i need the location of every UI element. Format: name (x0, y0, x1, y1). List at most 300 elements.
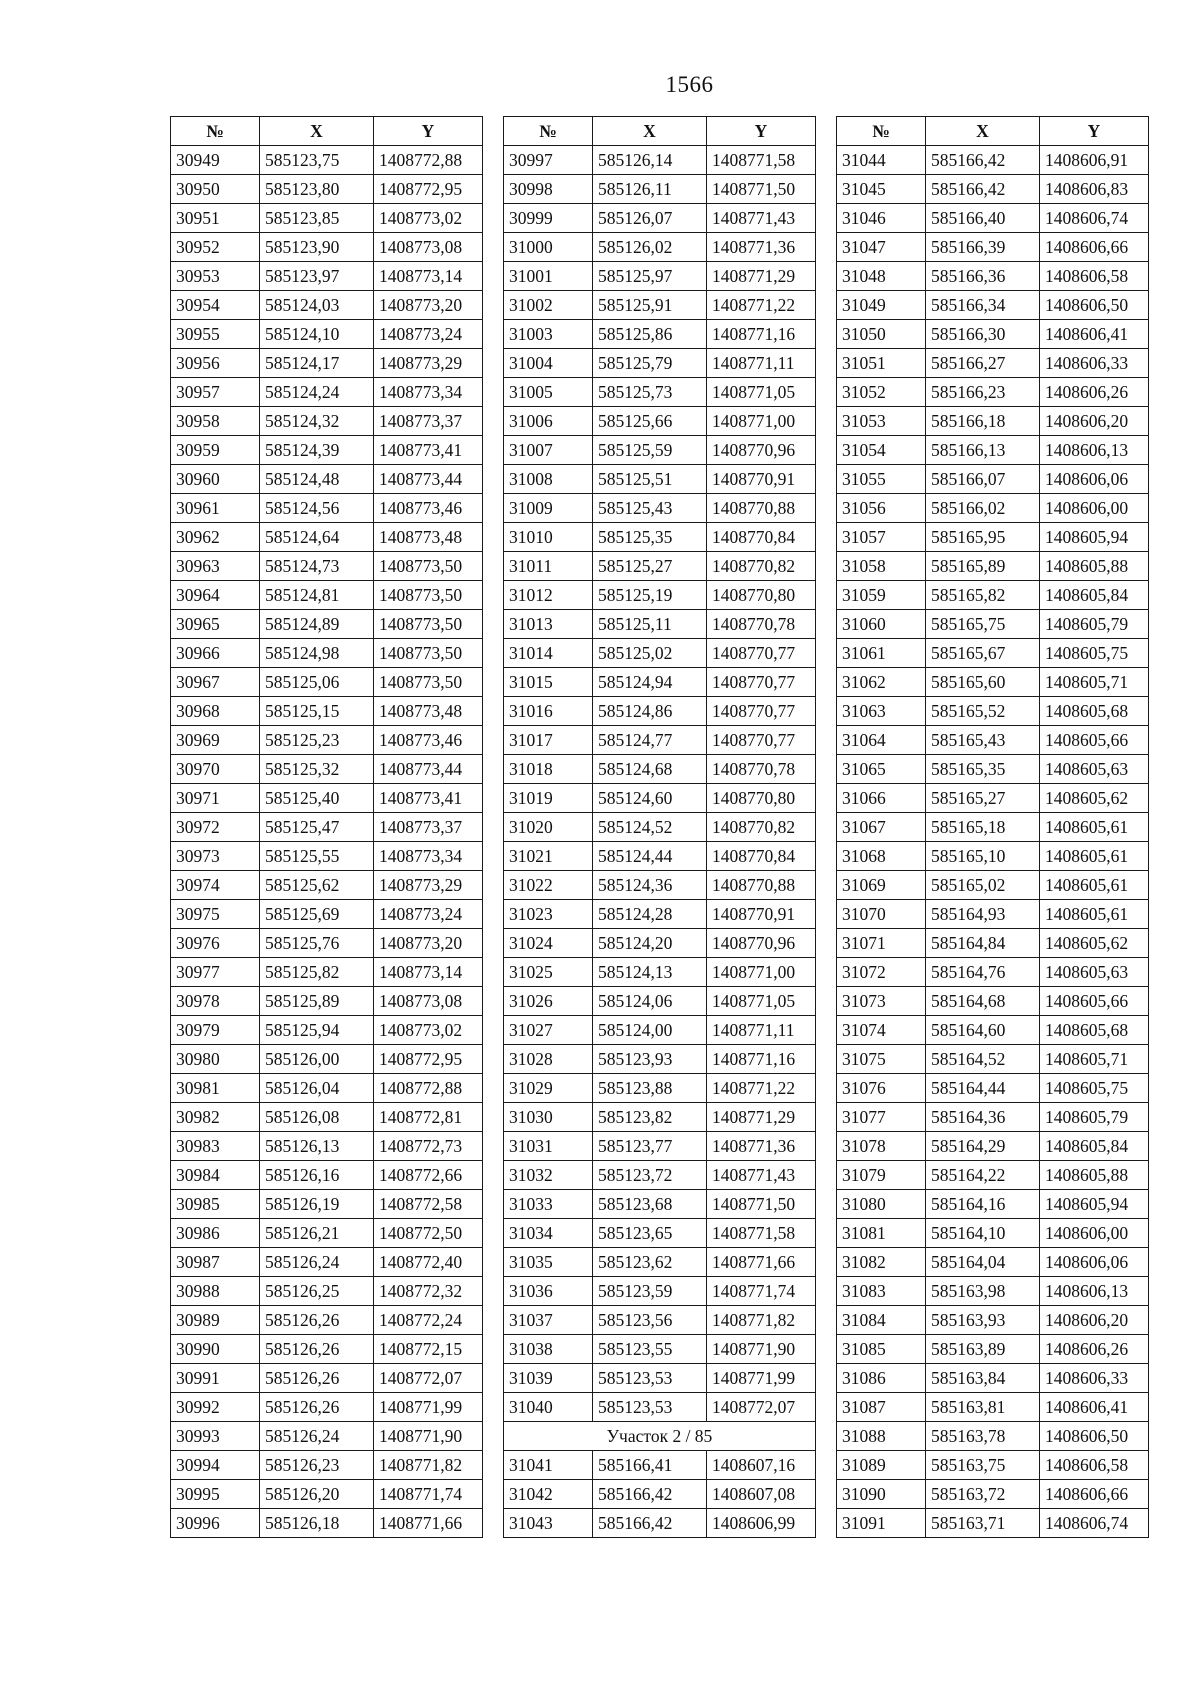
x-coordinate-cell: 585124,81 (260, 581, 374, 610)
point-number-cell: 31038 (504, 1335, 593, 1364)
y-coordinate-cell: 1408771,82 (374, 1451, 483, 1480)
y-coordinate-cell: 1408606,33 (1040, 1364, 1149, 1393)
x-coordinate-cell: 585124,94 (593, 668, 707, 697)
point-number-cell: 31020 (504, 813, 593, 842)
x-coordinate-cell: 585125,89 (260, 987, 374, 1016)
point-number-cell: 31067 (837, 813, 926, 842)
x-coordinate-cell: 585125,23 (260, 726, 374, 755)
point-number-cell: 30977 (171, 958, 260, 987)
table-row (171, 146, 483, 175)
x-coordinate-cell: 585124,44 (593, 842, 707, 871)
point-number-cell: 31016 (504, 697, 593, 726)
table-row (837, 1190, 1149, 1219)
point-number-cell: 31032 (504, 1161, 593, 1190)
x-coordinate-cell: 585124,89 (260, 610, 374, 639)
point-number-cell: 31006 (504, 407, 593, 436)
y-coordinate-cell: 1408606,66 (1040, 233, 1149, 262)
table-row (504, 726, 816, 755)
x-coordinate-cell: 585124,06 (593, 987, 707, 1016)
x-coordinate-cell: 585126,04 (260, 1074, 374, 1103)
table-row (504, 639, 816, 668)
x-coordinate-cell: 585166,42 (926, 175, 1040, 204)
y-coordinate-cell: 1408771,58 (707, 146, 816, 175)
header-number: № (504, 117, 593, 146)
point-number-cell: 31036 (504, 1277, 593, 1306)
point-number-cell: 30951 (171, 204, 260, 233)
table-row (837, 1132, 1149, 1161)
y-coordinate-cell: 1408605,94 (1040, 523, 1149, 552)
table-row (837, 349, 1149, 378)
point-number-cell: 31062 (837, 668, 926, 697)
x-coordinate-cell: 585125,79 (593, 349, 707, 378)
point-number-cell: 31027 (504, 1016, 593, 1045)
point-number-cell: 31018 (504, 755, 593, 784)
x-coordinate-cell: 585125,32 (260, 755, 374, 784)
y-coordinate-cell: 1408605,75 (1040, 639, 1149, 668)
x-coordinate-cell: 585163,72 (926, 1480, 1040, 1509)
table-row (504, 842, 816, 871)
y-coordinate-cell: 1408605,68 (1040, 697, 1149, 726)
y-coordinate-cell: 1408773,14 (374, 262, 483, 291)
x-coordinate-cell: 585165,52 (926, 697, 1040, 726)
point-number-cell: 30956 (171, 349, 260, 378)
table-row (837, 1451, 1149, 1480)
table-row (837, 436, 1149, 465)
point-number-cell: 31072 (837, 958, 926, 987)
y-coordinate-cell: 1408605,61 (1040, 900, 1149, 929)
point-number-cell: 30987 (171, 1248, 260, 1277)
y-coordinate-cell: 1408770,96 (707, 436, 816, 465)
y-coordinate-cell: 1408773,29 (374, 349, 483, 378)
y-coordinate-cell: 1408773,50 (374, 581, 483, 610)
x-coordinate-cell: 585124,98 (260, 639, 374, 668)
x-coordinate-cell: 585126,02 (593, 233, 707, 262)
point-number-cell: 31050 (837, 320, 926, 349)
y-coordinate-cell: 1408773,48 (374, 697, 483, 726)
y-coordinate-cell: 1408772,58 (374, 1190, 483, 1219)
x-coordinate-cell: 585166,40 (926, 204, 1040, 233)
table-row (171, 1364, 483, 1393)
coordinates-table-2 (503, 116, 816, 1538)
point-number-cell: 31090 (837, 1480, 926, 1509)
table-row (837, 494, 1149, 523)
table-row (837, 813, 1149, 842)
point-number-cell: 31024 (504, 929, 593, 958)
point-number-cell: 31012 (504, 581, 593, 610)
section-label: Участок 2 / 85 (504, 1422, 816, 1451)
y-coordinate-cell: 1408772,15 (374, 1335, 483, 1364)
table-row (171, 1190, 483, 1219)
point-number-cell: 31079 (837, 1161, 926, 1190)
point-number-cell: 31009 (504, 494, 593, 523)
y-coordinate-cell: 1408773,37 (374, 813, 483, 842)
x-coordinate-cell: 585164,29 (926, 1132, 1040, 1161)
y-coordinate-cell: 1408771,11 (707, 349, 816, 378)
point-number-cell: 31031 (504, 1132, 593, 1161)
y-coordinate-cell: 1408771,05 (707, 378, 816, 407)
table-row (504, 552, 816, 581)
table-row (504, 523, 816, 552)
point-number-cell: 31005 (504, 378, 593, 407)
point-number-cell: 30950 (171, 175, 260, 204)
table-row (837, 523, 1149, 552)
table-row (504, 755, 816, 784)
table-row (504, 204, 816, 233)
y-coordinate-cell: 1408773,34 (374, 378, 483, 407)
point-number-cell: 31042 (504, 1480, 593, 1509)
point-number-cell: 30971 (171, 784, 260, 813)
table-row (837, 610, 1149, 639)
point-number-cell: 30955 (171, 320, 260, 349)
point-number-cell: 31045 (837, 175, 926, 204)
y-coordinate-cell: 1408606,91 (1040, 146, 1149, 175)
table-row (171, 610, 483, 639)
x-coordinate-cell: 585124,64 (260, 523, 374, 552)
table-row (504, 175, 816, 204)
table-row (837, 1277, 1149, 1306)
y-coordinate-cell: 1408606,41 (1040, 320, 1149, 349)
point-number-cell: 31089 (837, 1451, 926, 1480)
y-coordinate-cell: 1408773,50 (374, 639, 483, 668)
x-coordinate-cell: 585125,86 (593, 320, 707, 349)
table-row (504, 958, 816, 987)
x-coordinate-cell: 585125,47 (260, 813, 374, 842)
x-coordinate-cell: 585125,82 (260, 958, 374, 987)
table-row (171, 784, 483, 813)
x-coordinate-cell: 585123,53 (593, 1364, 707, 1393)
table-row (837, 233, 1149, 262)
y-coordinate-cell: 1408605,66 (1040, 987, 1149, 1016)
point-number-cell: 30994 (171, 1451, 260, 1480)
x-coordinate-cell: 585126,26 (260, 1306, 374, 1335)
y-coordinate-cell: 1408773,44 (374, 465, 483, 494)
point-number-cell: 30988 (171, 1277, 260, 1306)
header-number: № (837, 117, 926, 146)
point-number-cell: 30979 (171, 1016, 260, 1045)
table-row (171, 1016, 483, 1045)
y-coordinate-cell: 1408606,50 (1040, 291, 1149, 320)
point-number-cell: 31030 (504, 1103, 593, 1132)
y-coordinate-cell: 1408770,96 (707, 929, 816, 958)
table-row (837, 146, 1149, 175)
table-row (837, 1045, 1149, 1074)
point-number-cell: 30957 (171, 378, 260, 407)
x-coordinate-cell: 585123,53 (593, 1393, 707, 1422)
point-number-cell: 31000 (504, 233, 593, 262)
x-coordinate-cell: 585126,00 (260, 1045, 374, 1074)
x-coordinate-cell: 585166,07 (926, 465, 1040, 494)
point-number-cell: 31059 (837, 581, 926, 610)
page-number: 1566 (665, 72, 714, 97)
y-coordinate-cell: 1408606,20 (1040, 1306, 1149, 1335)
x-coordinate-cell: 585166,30 (926, 320, 1040, 349)
table-row (171, 1480, 483, 1509)
table-row (171, 552, 483, 581)
table-row (504, 1103, 816, 1132)
y-coordinate-cell: 1408606,74 (1040, 204, 1149, 233)
x-coordinate-cell: 585125,19 (593, 581, 707, 610)
table-row (171, 1451, 483, 1480)
table-row (504, 813, 816, 842)
y-coordinate-cell: 1408771,82 (707, 1306, 816, 1335)
y-coordinate-cell: 1408605,88 (1040, 1161, 1149, 1190)
x-coordinate-cell: 585123,90 (260, 233, 374, 262)
y-coordinate-cell: 1408771,66 (374, 1509, 483, 1538)
x-coordinate-cell: 585124,56 (260, 494, 374, 523)
y-coordinate-cell: 1408773,50 (374, 668, 483, 697)
table-row (504, 668, 816, 697)
table-row (171, 349, 483, 378)
table-row (837, 320, 1149, 349)
y-coordinate-cell: 1408770,84 (707, 842, 816, 871)
table-header-row (837, 117, 1149, 146)
x-coordinate-cell: 585126,24 (260, 1422, 374, 1451)
table-row (837, 1306, 1149, 1335)
point-number-cell: 30980 (171, 1045, 260, 1074)
y-coordinate-cell: 1408607,16 (707, 1451, 816, 1480)
point-number-cell: 30995 (171, 1480, 260, 1509)
x-coordinate-cell: 585124,28 (593, 900, 707, 929)
x-coordinate-cell: 585123,93 (593, 1045, 707, 1074)
table-row (504, 1306, 816, 1335)
point-number-cell: 31026 (504, 987, 593, 1016)
point-number-cell: 30993 (171, 1422, 260, 1451)
point-number-cell: 30984 (171, 1161, 260, 1190)
x-coordinate-cell: 585165,02 (926, 871, 1040, 900)
table-row (171, 900, 483, 929)
point-number-cell: 30982 (171, 1103, 260, 1132)
point-number-cell: 30973 (171, 842, 260, 871)
x-coordinate-cell: 585165,27 (926, 784, 1040, 813)
x-coordinate-cell: 585124,52 (593, 813, 707, 842)
table-row (171, 842, 483, 871)
point-number-cell: 31001 (504, 262, 593, 291)
y-coordinate-cell: 1408771,43 (707, 204, 816, 233)
y-coordinate-cell: 1408605,63 (1040, 958, 1149, 987)
table-row (504, 378, 816, 407)
point-number-cell: 31023 (504, 900, 593, 929)
table-row (504, 900, 816, 929)
x-coordinate-cell: 585125,15 (260, 697, 374, 726)
x-coordinate-cell: 585164,52 (926, 1045, 1040, 1074)
y-coordinate-cell: 1408772,81 (374, 1103, 483, 1132)
x-coordinate-cell: 585125,59 (593, 436, 707, 465)
table-row (504, 1161, 816, 1190)
y-coordinate-cell: 1408773,08 (374, 233, 483, 262)
table-row (171, 378, 483, 407)
table-row (171, 436, 483, 465)
y-coordinate-cell: 1408770,82 (707, 813, 816, 842)
table-row (837, 581, 1149, 610)
table-row (837, 1016, 1149, 1045)
table-row (504, 1451, 816, 1480)
table-row (504, 1016, 816, 1045)
header-x: X (260, 117, 374, 146)
x-coordinate-cell: 585124,36 (593, 871, 707, 900)
x-coordinate-cell: 585124,32 (260, 407, 374, 436)
y-coordinate-cell: 1408605,79 (1040, 1103, 1149, 1132)
y-coordinate-cell: 1408770,77 (707, 668, 816, 697)
table-row (504, 1393, 816, 1422)
x-coordinate-cell: 585126,24 (260, 1248, 374, 1277)
y-coordinate-cell: 1408773,14 (374, 958, 483, 987)
table-row (171, 697, 483, 726)
y-coordinate-cell: 1408770,77 (707, 639, 816, 668)
x-coordinate-cell: 585125,27 (593, 552, 707, 581)
x-coordinate-cell: 585126,14 (593, 146, 707, 175)
y-coordinate-cell: 1408770,77 (707, 697, 816, 726)
table-row (171, 813, 483, 842)
x-coordinate-cell: 585166,42 (593, 1480, 707, 1509)
point-number-cell: 31033 (504, 1190, 593, 1219)
point-number-cell: 30974 (171, 871, 260, 900)
x-coordinate-cell: 585123,62 (593, 1248, 707, 1277)
table-row (504, 784, 816, 813)
point-number-cell: 30989 (171, 1306, 260, 1335)
y-coordinate-cell: 1408771,90 (374, 1422, 483, 1451)
table-row (837, 871, 1149, 900)
y-coordinate-cell: 1408771,50 (707, 1190, 816, 1219)
point-number-cell: 31040 (504, 1393, 593, 1422)
x-coordinate-cell: 585124,24 (260, 378, 374, 407)
y-coordinate-cell: 1408773,37 (374, 407, 483, 436)
point-number-cell: 31065 (837, 755, 926, 784)
y-coordinate-cell: 1408772,95 (374, 175, 483, 204)
y-coordinate-cell: 1408772,07 (707, 1393, 816, 1422)
y-coordinate-cell: 1408771,00 (707, 958, 816, 987)
x-coordinate-cell: 585126,21 (260, 1219, 374, 1248)
table-row (837, 1509, 1149, 1538)
point-number-cell: 31046 (837, 204, 926, 233)
table-row (837, 668, 1149, 697)
table-row (837, 1335, 1149, 1364)
y-coordinate-cell: 1408606,13 (1040, 1277, 1149, 1306)
table-row (171, 1306, 483, 1335)
table-row (171, 668, 483, 697)
table-header-row (504, 117, 816, 146)
y-coordinate-cell: 1408770,91 (707, 465, 816, 494)
point-number-cell: 31053 (837, 407, 926, 436)
y-coordinate-cell: 1408606,33 (1040, 349, 1149, 378)
x-coordinate-cell: 585125,97 (593, 262, 707, 291)
x-coordinate-cell: 585124,00 (593, 1016, 707, 1045)
table-row (504, 1509, 816, 1538)
point-number-cell: 31058 (837, 552, 926, 581)
x-coordinate-cell: 585126,08 (260, 1103, 374, 1132)
point-number-cell: 31002 (504, 291, 593, 320)
x-coordinate-cell: 585125,43 (593, 494, 707, 523)
y-coordinate-cell: 1408771,74 (374, 1480, 483, 1509)
table-row (171, 1393, 483, 1422)
table-row (504, 291, 816, 320)
table-row (504, 987, 816, 1016)
point-number-cell: 30978 (171, 987, 260, 1016)
y-coordinate-cell: 1408606,06 (1040, 465, 1149, 494)
y-coordinate-cell: 1408773,48 (374, 523, 483, 552)
point-number-cell: 31075 (837, 1045, 926, 1074)
x-coordinate-cell: 585165,60 (926, 668, 1040, 697)
point-number-cell: 30952 (171, 233, 260, 262)
y-coordinate-cell: 1408605,61 (1040, 813, 1149, 842)
table-row (504, 407, 816, 436)
point-number-cell: 30990 (171, 1335, 260, 1364)
header-y: Y (707, 117, 816, 146)
x-coordinate-cell: 585126,11 (593, 175, 707, 204)
x-coordinate-cell: 585163,84 (926, 1364, 1040, 1393)
y-coordinate-cell: 1408605,61 (1040, 842, 1149, 871)
x-coordinate-cell: 585126,26 (260, 1335, 374, 1364)
y-coordinate-cell: 1408773,46 (374, 494, 483, 523)
point-number-cell: 31021 (504, 842, 593, 871)
y-coordinate-cell: 1408605,94 (1040, 1190, 1149, 1219)
x-coordinate-cell: 585125,94 (260, 1016, 374, 1045)
point-number-cell: 30981 (171, 1074, 260, 1103)
x-coordinate-cell: 585165,95 (926, 523, 1040, 552)
x-coordinate-cell: 585164,84 (926, 929, 1040, 958)
table-row (504, 494, 816, 523)
point-number-cell: 31087 (837, 1393, 926, 1422)
table-row (171, 262, 483, 291)
x-coordinate-cell: 585164,60 (926, 1016, 1040, 1045)
table-row (171, 1132, 483, 1161)
x-coordinate-cell: 585123,65 (593, 1219, 707, 1248)
y-coordinate-cell: 1408770,88 (707, 494, 816, 523)
point-number-cell: 31069 (837, 871, 926, 900)
table-row (171, 929, 483, 958)
header-x: X (926, 117, 1040, 146)
table-row (171, 1509, 483, 1538)
point-number-cell: 31013 (504, 610, 593, 639)
x-coordinate-cell: 585125,76 (260, 929, 374, 958)
table-row (171, 1335, 483, 1364)
table-row (504, 1335, 816, 1364)
y-coordinate-cell: 1408771,16 (707, 1045, 816, 1074)
x-coordinate-cell: 585124,86 (593, 697, 707, 726)
table-row (171, 581, 483, 610)
table-row (171, 291, 483, 320)
y-coordinate-cell: 1408606,58 (1040, 1451, 1149, 1480)
y-coordinate-cell: 1408772,73 (374, 1132, 483, 1161)
point-number-cell: 31068 (837, 842, 926, 871)
table-row (837, 1248, 1149, 1277)
point-number-cell: 31088 (837, 1422, 926, 1451)
x-coordinate-cell: 585123,56 (593, 1306, 707, 1335)
x-coordinate-cell: 585164,68 (926, 987, 1040, 1016)
x-coordinate-cell: 585166,23 (926, 378, 1040, 407)
point-number-cell: 31084 (837, 1306, 926, 1335)
point-number-cell: 30986 (171, 1219, 260, 1248)
x-coordinate-cell: 585166,42 (593, 1509, 707, 1538)
x-coordinate-cell: 585163,89 (926, 1335, 1040, 1364)
point-number-cell: 31010 (504, 523, 593, 552)
point-number-cell: 31074 (837, 1016, 926, 1045)
point-number-cell: 30964 (171, 581, 260, 610)
point-number-cell: 31028 (504, 1045, 593, 1074)
x-coordinate-cell: 585166,27 (926, 349, 1040, 378)
y-coordinate-cell: 1408773,02 (374, 204, 483, 233)
table-row (504, 581, 816, 610)
y-coordinate-cell: 1408771,11 (707, 1016, 816, 1045)
y-coordinate-cell: 1408773,20 (374, 929, 483, 958)
x-coordinate-cell: 585163,78 (926, 1422, 1040, 1451)
point-number-cell: 31073 (837, 987, 926, 1016)
y-coordinate-cell: 1408771,29 (707, 1103, 816, 1132)
point-number-cell: 30975 (171, 900, 260, 929)
x-coordinate-cell: 585125,62 (260, 871, 374, 900)
table-row (171, 639, 483, 668)
point-number-cell: 31004 (504, 349, 593, 378)
x-coordinate-cell: 585123,75 (260, 146, 374, 175)
